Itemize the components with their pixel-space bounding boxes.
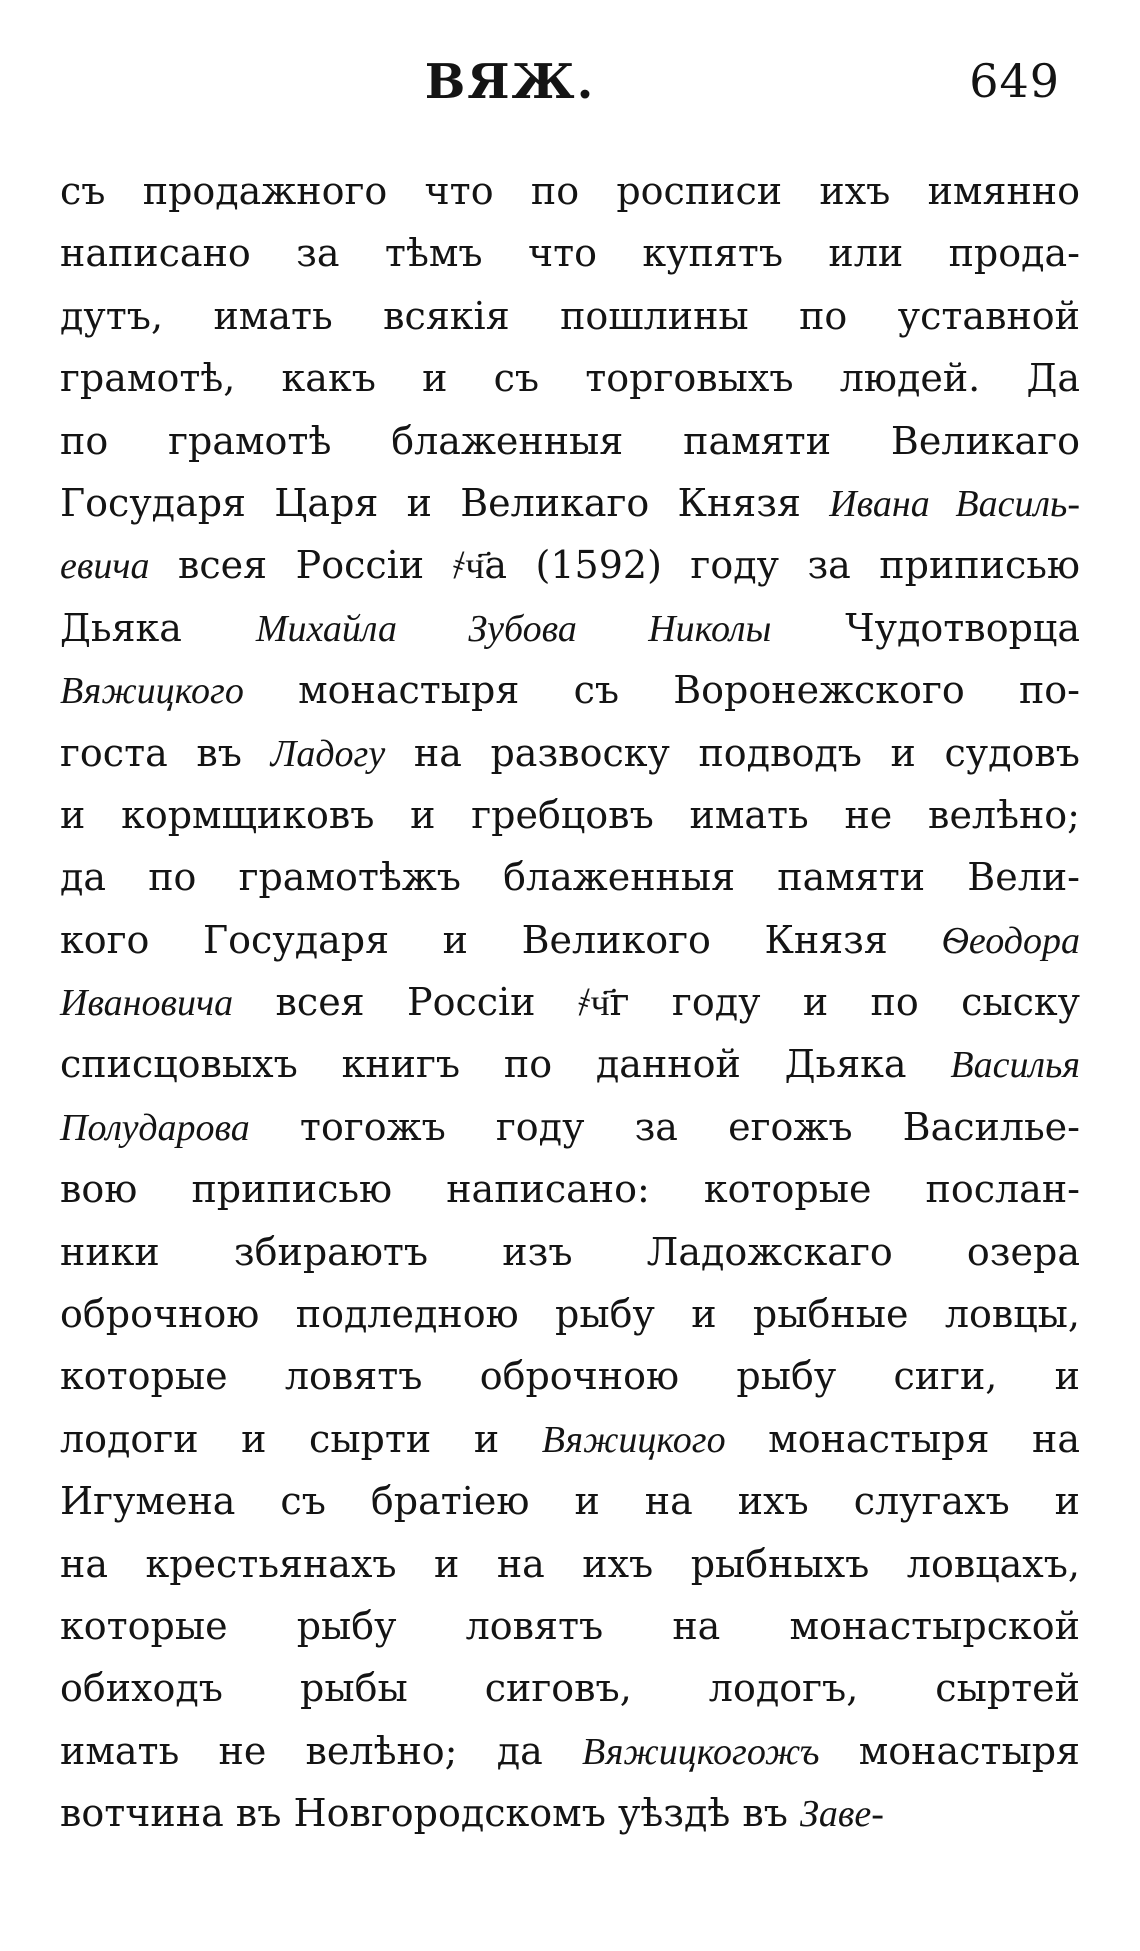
text-segment: Государя Царя и Великаго Князя [60,480,830,525]
text-line [60,1158,1080,1220]
text-line [60,1657,1080,1719]
text-segment: лодоги и сырти и [60,1416,542,1461]
text-segment: на развоску подводъ и судовъ [385,730,1080,775]
text-segment: монастыря [819,1728,1081,1773]
text-line [60,1033,1080,1095]
text-line [60,285,1080,347]
text-segment: монастыря съ Воронежского по- [243,668,1080,713]
text-line [60,659,1080,721]
italic-text: Василья [950,1044,1080,1087]
text-line [60,1595,1080,1657]
text-segment: съ продажного что по росписи ихъ имянно [60,169,1080,213]
text-line [60,472,1080,534]
text-segment: дутъ, имать всякія пошлины по уставной [60,293,1080,338]
text-segment: ники збираютъ изъ Ладожскаго озера [60,1229,1080,1274]
text-line [60,347,1080,409]
text-segment: Чудотворца [771,605,1080,650]
text-line [60,1345,1080,1407]
text-line [60,722,1080,784]
text-line [60,222,1080,284]
text-segment: монастыря на [725,1416,1080,1461]
text-segment: обиходъ рыбы сиговъ, лодогъ, сыртей [60,1666,1080,1711]
text-segment: тогожъ году за егожъ Василье- [249,1104,1080,1149]
text-segment: на крестьянахъ и на ихъ рыбныхъ ловцахъ, [60,1541,1080,1586]
page-number: 649 [969,54,1060,108]
italic-text: Ѳеодора [941,919,1080,962]
text-segment: вотчина въ Новгородскомъ уѣздѣ въ [60,1791,801,1836]
text-line [60,1782,1080,1844]
text-line [60,410,1080,472]
page-header [60,48,1080,128]
text-line [60,1096,1080,1158]
text-segment: и кормщиковъ и гребцовъ имать не велѣно; [60,792,1080,837]
text-line [60,971,1080,1033]
italic-text: Ивана Василь- [829,482,1081,525]
italic-text: Ладогу [270,732,386,775]
text-segment: которые рыбу ловятъ на монастырской [60,1603,1080,1648]
text-segment: которые ловятъ оброчною рыбу сиги, и [60,1354,1080,1399]
text-segment: госта въ [60,730,271,775]
italic-text: Вяжицкого [60,670,244,713]
text-segment: списцовыхъ книгъ по данной Дьяка [60,1042,951,1087]
text-line [60,1720,1080,1782]
text-line [60,1283,1080,1345]
text-segment: написано за тѣмъ что купятъ или прода- [60,231,1080,276]
italic-text: Вяжицкогожъ [582,1730,820,1773]
text-segment: всея Россіи ҂ч҃а (1592) году за приписью [149,543,1080,588]
text-segment: всея Россіи ҂ч҃г году и по сыску [233,980,1080,1025]
body-text [60,160,1080,1845]
text-segment: имать не велѣно; да [60,1728,583,1773]
text-line [60,784,1080,846]
text-line [60,1470,1080,1532]
text-line [60,1221,1080,1283]
text-line [60,1533,1080,1595]
text-line [60,160,1080,222]
text-segment: да по грамотѣжъ блаженныя памяти Вели- [60,855,1080,900]
text-segment: Дьяка [60,605,256,650]
running-head: ВЯЖ. [424,54,596,110]
italic-text: Михайла Зубова Николы [255,607,772,650]
italic-text: Ивановича [60,982,234,1025]
text-segment: оброчною подледною рыбу и рыбные ловцы, [60,1292,1080,1337]
text-segment: грамотѣ, какъ и съ торговыхъ людей. Да [60,356,1080,401]
italic-text: евича [60,545,150,588]
text-segment: по грамотѣ блаженныя памяти Великаго [60,418,1080,463]
text-segment: вою приписью написано: которые послан- [60,1167,1080,1212]
text-segment: Игумена съ братіею и на ихъ слугахъ и [60,1479,1080,1524]
text-line [60,1408,1080,1470]
text-line [60,597,1080,659]
text-line [60,909,1080,971]
text-line [60,534,1080,596]
italic-text: Полударова [60,1106,250,1149]
italic-text: Вяжицкого [541,1418,726,1461]
italic-text: Заве- [800,1793,884,1836]
text-segment: кого Государя и Великого Князя [60,917,942,962]
text-line [60,846,1080,908]
